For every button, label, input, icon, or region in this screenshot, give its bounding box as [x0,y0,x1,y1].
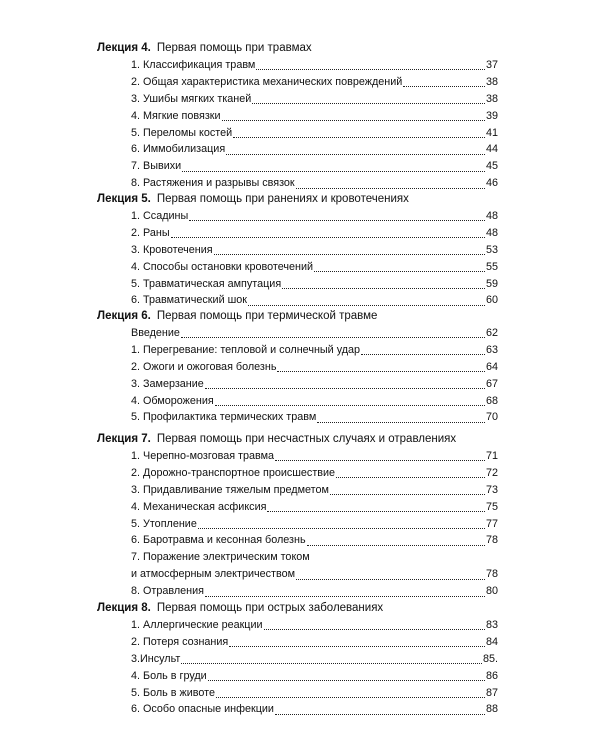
toc-page-number: 39 [485,109,498,122]
lecture-number: Лекция 4. [97,42,151,54]
toc-page-number: 73 [485,483,498,496]
toc-entry-title: 6. Иммобилизация [131,143,226,156]
toc-entry[interactable] [131,359,498,376]
dot-leader [252,93,485,105]
lecture-title: Первая помощь при ранениях и кровотечениях [156,193,409,205]
toc-entry[interactable] [131,499,498,516]
dot-leader [205,378,485,390]
toc-entry-list [131,325,498,426]
toc-entry[interactable] [131,158,498,175]
toc-entry[interactable] [131,292,498,309]
toc-entry[interactable] [131,208,498,225]
toc-page-number: 75 [485,500,498,513]
toc-entry-title: 4. Способы остановки кровотечений [131,260,314,273]
toc-entry[interactable] [131,225,498,242]
toc-entry-title: 1. Классификация травм [131,59,256,71]
toc-entry-title: 3. Придавливание тяжелым предметом [131,483,329,496]
toc-page-number: 62 [485,327,498,339]
toc-entry[interactable] [131,57,498,74]
dot-leader [181,653,482,665]
toc-entry-title: 1. Черепно-мозговая травма [131,450,275,462]
toc-page-number: 78 [485,568,498,581]
toc-entry-title: 3. Замерзание [131,377,204,390]
lecture-number: Лекция 7. [97,433,151,445]
toc-entry-title: 5. Переломы костей [131,126,233,139]
toc-page-number: 38 [485,75,498,88]
toc-entry-title: 6. Травматический шок [131,294,247,307]
dot-leader [216,687,485,699]
toc-entry[interactable] [131,651,498,668]
lecture-number: Лекция 6. [97,310,151,322]
dot-leader [256,59,485,71]
lecture-heading [97,309,377,323]
toc-page-number: 38 [485,92,498,105]
toc-page-number: 45 [485,160,498,173]
toc-page-number: 87 [485,686,498,699]
dot-leader [264,619,485,631]
toc-entry-title: 4. Мягкие повязки [131,109,221,122]
dot-leader [205,586,485,598]
toc-page-number: 64 [485,360,498,373]
toc-entry-title: 4. Боль в груди [131,669,207,682]
lecture-title: Первая помощь при несчастных случаях и отравлениях [156,433,457,445]
toc-entry-title: 8. Отравления [131,585,204,598]
toc-entry[interactable] [131,325,498,342]
toc-entry[interactable] [131,141,498,158]
toc-page-number: 80 [485,585,498,598]
toc-page-number: 68 [485,394,498,407]
toc-page-number: 70 [485,411,498,424]
toc-entry[interactable] [131,108,498,125]
dot-leader [226,144,485,156]
dot-leader [275,704,485,716]
toc-entry[interactable] [131,516,498,533]
toc-entry-list [131,57,498,192]
toc-entry-title: 2. Потеря сознания [131,635,229,648]
toc-entry[interactable] [131,393,498,410]
toc-entry[interactable] [131,74,498,91]
toc-page-number: 37 [485,59,498,71]
dot-leader [317,412,485,424]
dot-leader [189,210,485,222]
toc-entry[interactable] [131,668,498,685]
toc-entry-title: 7. Поражение электрическим током [131,551,310,564]
dot-leader [296,178,485,190]
lecture-heading [97,41,312,55]
dot-leader [336,467,485,479]
dot-leader [215,395,485,407]
toc-entry-title: 2. Дорожно-транспортное происшествие [131,466,336,479]
dot-leader [214,244,485,256]
toc-entry-title: 3. Ушибы мягких тканей [131,92,252,105]
toc-page-number: 67 [485,377,498,390]
toc-page-number: 78 [485,534,498,547]
toc-entry[interactable] [131,342,498,359]
lecture-title: Первая помощь при травмах [156,42,312,54]
toc-entry-title: 4. Обморожения [131,394,214,407]
toc-entry[interactable] [131,91,498,108]
lecture-heading [97,432,456,446]
toc-entry[interactable] [131,465,498,482]
toc-entry-title: 1. Аллергические реакции [131,619,263,631]
toc-entry-title: Введение [131,327,180,339]
toc-page-number: 48 [485,226,498,239]
toc-entry[interactable] [131,549,498,583]
dot-leader [222,110,485,122]
toc-page-number: 41 [485,126,498,139]
toc-entry[interactable] [131,701,498,718]
toc-entry-title-continued: и атмосферным электричеством [131,568,296,581]
toc-page-number: 88 [485,703,498,716]
toc-entry[interactable] [131,617,498,634]
toc-entry-title: 5. Профилактика термических травм [131,411,317,424]
toc-page-number: 71 [485,450,498,462]
toc-entry-list [131,448,498,600]
toc-page-number: 60 [485,294,498,307]
toc-page-number: 77 [485,517,498,530]
toc-entry[interactable] [131,685,498,702]
dot-leader [275,450,485,462]
toc-entry[interactable] [131,448,498,465]
dot-leader [296,569,485,581]
toc-page-number: 44 [485,143,498,156]
toc-entry-title: 3. Кровотечения [131,243,213,256]
dot-leader [208,670,485,682]
toc-page-number: 48 [485,210,498,222]
dot-leader [267,501,485,513]
toc-entry-title: 6. Особо опасные инфекции [131,703,274,716]
toc-entry-title: 7. Вывихи [131,160,182,173]
toc-entry-title: 1. Ссадины [131,210,189,222]
toc-page-number: 46 [485,177,498,190]
lecture-number: Лекция 5. [97,193,151,205]
dot-leader [229,636,485,648]
dot-leader [314,261,485,273]
dot-leader [171,227,485,239]
toc-page-number: 84 [485,635,498,648]
dot-leader [248,295,485,307]
dot-leader [277,361,485,373]
toc-page-number: 83 [485,619,498,631]
toc-entry-title: 2. Общая характеристика механических повреждений [131,75,403,88]
toc-entry-title: 2. Ожоги и ожоговая болезнь [131,360,277,373]
toc-entry-list [131,208,498,309]
toc-page-number: 72 [485,466,498,479]
toc-entry-title: 5. Утопление [131,517,197,530]
toc-entry[interactable] [131,482,498,499]
lecture-title: Первая помощь при термической травме [156,310,378,322]
dot-leader [403,76,485,88]
dot-leader [198,518,485,530]
toc-entry[interactable] [131,409,498,426]
toc-entry-title: 3.Инсульт [131,652,181,665]
toc-page-number: 59 [485,277,498,290]
toc-entry[interactable] [131,583,498,600]
toc-entry-title: 4. Механическая асфиксия [131,500,267,513]
toc-entry[interactable] [131,175,498,192]
toc-entry-title: 6. Баротравма и кесонная болезнь [131,534,306,547]
toc-entry-title: 1. Перегревание: тепловой и солнечный удар [131,343,361,356]
dot-leader [182,161,485,173]
toc-entry[interactable] [131,242,498,259]
toc-page-number: 55 [485,260,498,273]
toc-entry-list [131,617,498,718]
toc-page-number: 63 [485,343,498,356]
toc-page-number: 85. [482,652,498,665]
toc-entry[interactable] [131,276,498,293]
toc-page-number: 86 [485,669,498,682]
lecture-heading [97,192,409,206]
toc-entry[interactable] [131,259,498,276]
toc-page-number: 53 [485,243,498,256]
dot-leader [307,535,485,547]
toc-entry-title: 5. Травматическая ампутация [131,277,282,290]
toc-entry[interactable] [131,125,498,142]
toc-entry[interactable] [131,376,498,393]
toc-entry[interactable] [131,634,498,651]
toc-entry-title: 8. Растяжения и разрывы связок [131,177,295,190]
dot-leader [181,327,485,339]
dot-leader [282,278,485,290]
lecture-number: Лекция 8. [97,602,151,614]
dot-leader [233,127,485,139]
lecture-heading [97,601,383,615]
toc-entry[interactable] [131,532,498,549]
dot-leader [361,344,485,356]
toc-entry-title: 5. Боль в животе [131,686,215,699]
toc-entry-title: 2. Раны [131,226,170,239]
lecture-title: Первая помощь при острых заболеваниях [156,602,384,614]
dot-leader [330,484,485,496]
